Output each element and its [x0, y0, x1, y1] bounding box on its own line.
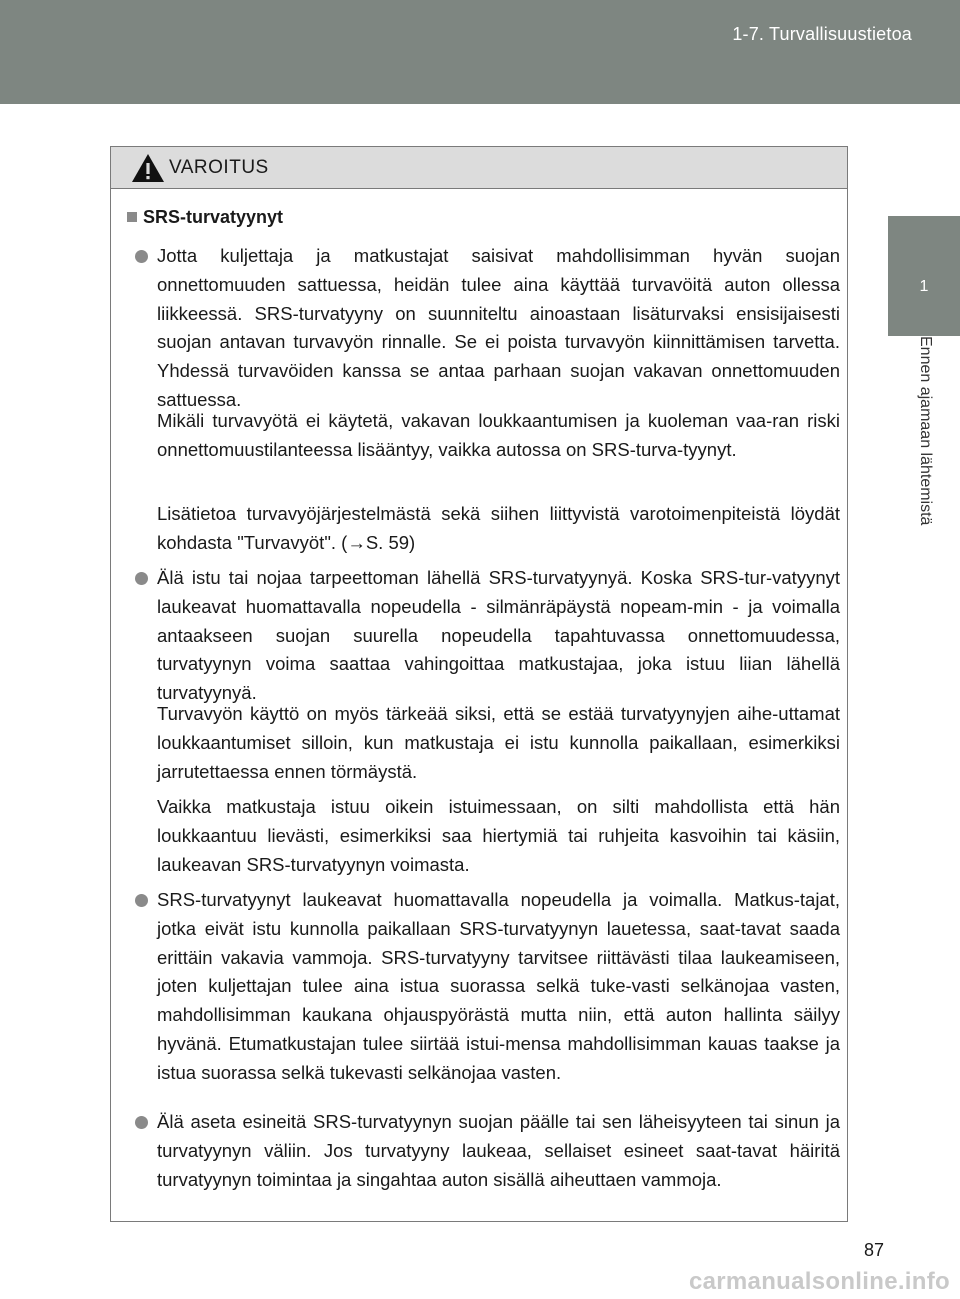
paragraph-2: Mikäli turvavyötä ei käytetä, vakavan loukkaantumisen ja kuoleman vaa-ran riski onnettomuustilanteessa lisääntyy, vaikka autossa on SRS-turva-tyynyt.	[157, 410, 840, 460]
round-bullet-icon	[135, 1116, 148, 1129]
warning-box	[110, 146, 848, 1222]
watermark: carmanualsonline.info	[688, 1268, 950, 1295]
header-band	[0, 0, 960, 104]
paragraph-7: SRS-turvatyynyt laukeavat huomattavalla nopeudella ja voimalla. Matkus-tajat, jotka eivät istu kunnolla paikallaan SRS-turvatyynyn lauetessa, saat-tavat saada erittäin vakavia vammoja. SRS-turvatyyny tarvitsee riittävästi tilaa laukeamiseen, joten kuljettajan tulee aina istua suorassa selkä tuke-vasti selkänojaa vasten, mahdollisimman kaukana ohjauspyörästä mutta niin, että auton hallinta säilyy hyvänä. Etumatkustajan tulee siirtää istui-mensa mahdollisimman kauas taakse ja istua suorassa selkä tukevasti selkänojaa vasten.	[157, 886, 840, 1088]
chapter-tab[interactable]	[888, 216, 960, 336]
paragraph-3: Lisätietoa turvavyöjärjestelmästä sekä siihen liittyvistä varotoimenpiteistä löydät kohdasta "Turvavyöt". (→S. 59)	[157, 503, 840, 553]
chapter-number: 1	[919, 278, 929, 295]
warning-header	[111, 147, 847, 189]
round-bullet-icon	[135, 572, 148, 585]
paragraph-8: Älä aseta esineitä SRS-turvatyynyn suojan päälle tai sen läheisyyteen tai sinun ja turvatyynyn väliin. Jos turvatyyny laukeaa, sellaiset esineet saat-tavat häiritä turvatyynyn toimintaa ja singahtaa auton sisällä aiheuttaen vammoja.	[157, 1108, 840, 1194]
square-bullet-icon	[127, 212, 137, 222]
section-title: 1-7. Turvallisuustietoa	[732, 24, 912, 44]
warning-triangle-icon	[131, 153, 165, 183]
paragraph-6: Vaikka matkustaja istuu oikein istuimessaan, on silti mahdollista että hän loukkaantuu lievästi, esimerkiksi saa hiertymiä tai ruhjeita kasvoihin tai käsiin, laukeavan SRS-turvatyynyn voimasta.	[157, 796, 840, 875]
section-heading	[127, 207, 283, 228]
round-bullet-icon	[135, 250, 148, 263]
paragraph-4: Älä istu tai nojaa tarpeettoman lähellä SRS-turvatyynyä. Koska SRS-tur-vatyynyt laukeavat huomattavalla nopeudella - silmänräpäystä nopeam-min - ja voimalla antaakseen suojan suurella nopeudella tapahtuvassa onnettomuudessa, turvatyynyn voima saattaa vahingoittaa matkustajaa, joka istuu liian lähellä turvatyynyä.	[157, 564, 840, 708]
paragraph-1: Jotta kuljettaja ja matkustajat saisivat mahdollisimman hyvän suojan onnettomuuden sattuessa, heidän tulee aina käyttää turvavöitä auton ollessa liikkeessä. SRS-turvatyyny on suunniteltu ainoastaan lisäturvaksi ensisijaisesti suojan antavan turvavyön rinnalle. Se ei poista turvavyön kiinnittämisen tarvetta. Yhdessä turvavöiden kanssa se antaa parhaan suojan vakavan onnettomuuden sattuessa.	[157, 242, 840, 415]
page-number: 87	[863, 1240, 884, 1260]
paragraph-5: Turvavyön käyttö on myös tärkeää siksi, että se estää turvatyynyjen aihe-uttamat loukkaantumiset silloin, kun matkustaja ei istu kunnolla paikallaan, esimerkiksi jarrutettaessa ennen törmäystä.	[157, 703, 840, 782]
chapter-title: Ennen ajamaan lähtemistä	[917, 336, 934, 526]
round-bullet-icon	[135, 894, 148, 907]
section-heading-text: SRS-turvatyynyt	[143, 207, 284, 227]
warning-title: VAROITUS	[169, 157, 269, 178]
chapter-title-container	[888, 336, 960, 736]
